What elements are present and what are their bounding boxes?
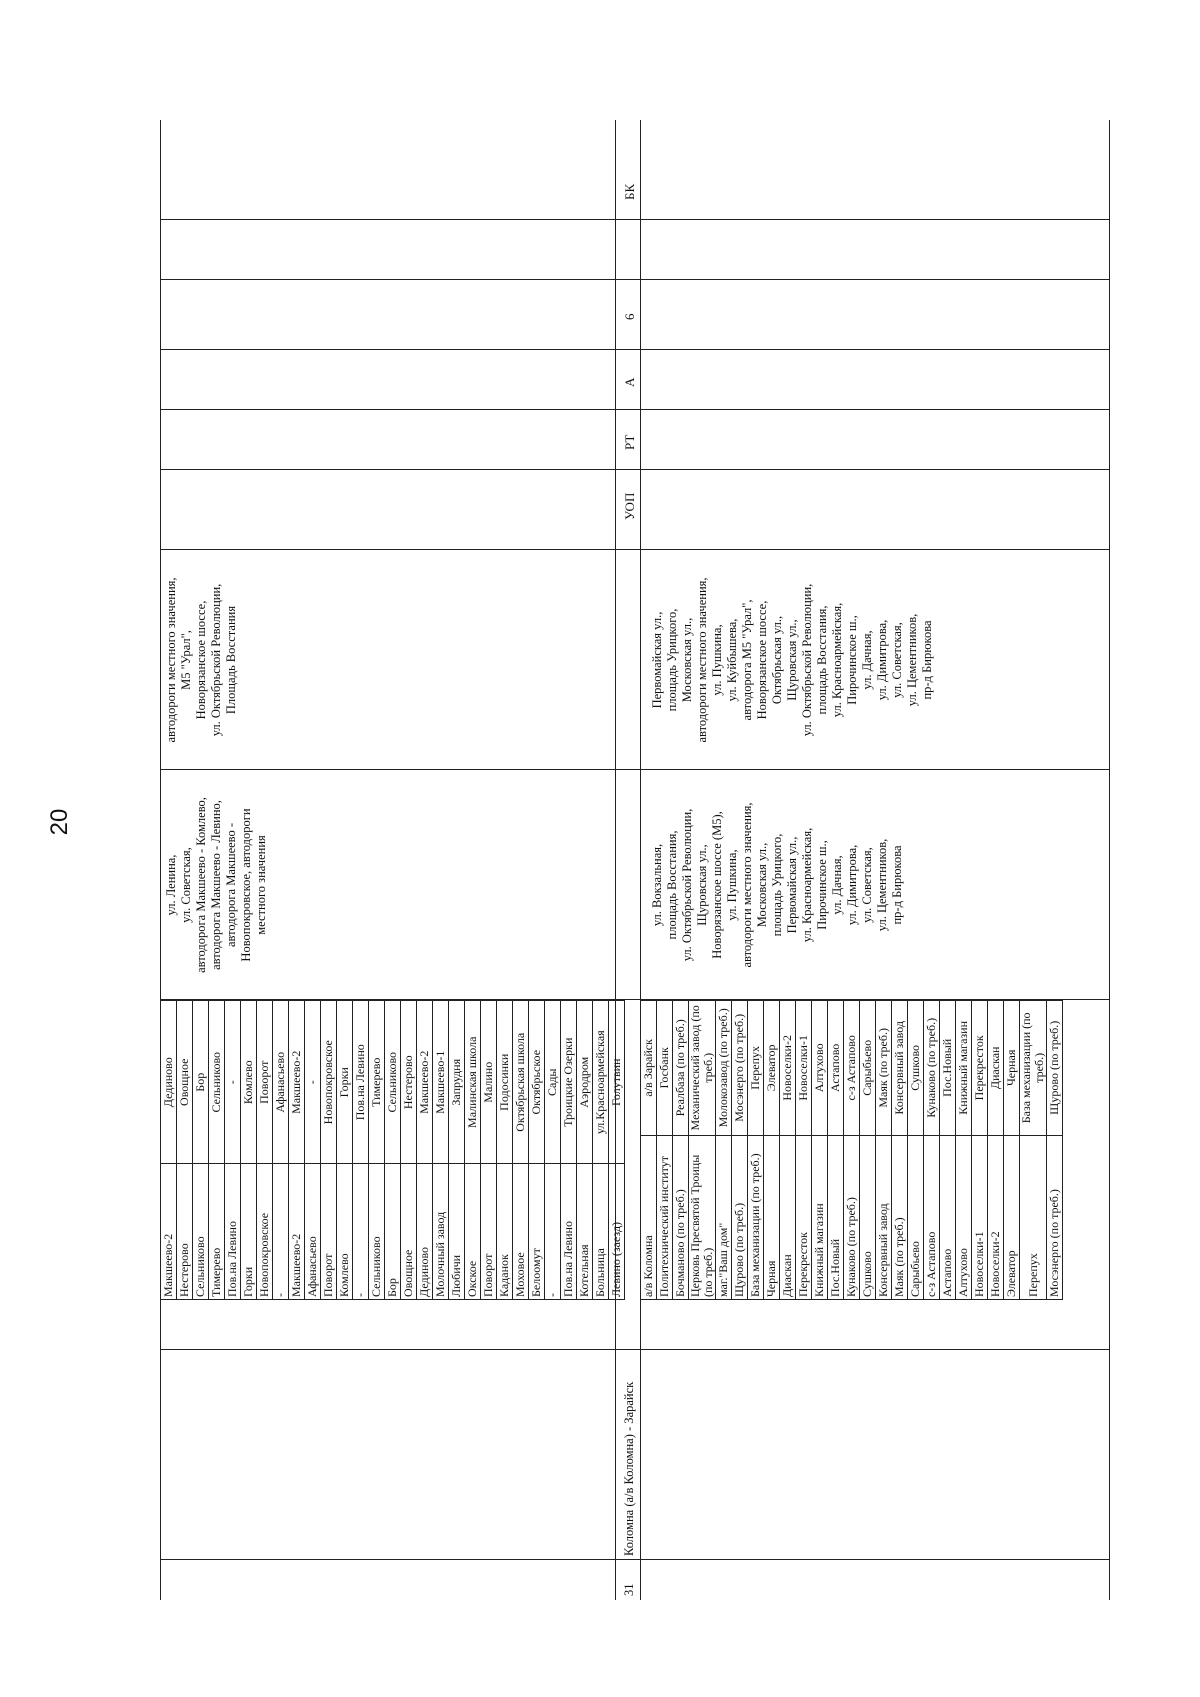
- stop-backward: Запрудня: [449, 1001, 465, 1164]
- stop-forward: Котельная: [577, 1164, 593, 1300]
- stop-forward: Макшеево-2: [289, 1164, 305, 1300]
- stop-forward: Дединово: [417, 1164, 433, 1300]
- stop-forward: Книжный магазин: [812, 1135, 828, 1299]
- stop-forward: Каданок: [497, 1164, 513, 1300]
- prev-streets-a: ул. Ленина, ул. Советская, автодорога Макшеево - Комлево, автодорога Макшеево - Левино, автодорога Макшеево - Новопокровское, автодороги местного значения: [164, 797, 268, 973]
- stop-backward: Элеватор: [764, 1001, 780, 1136]
- stop-backward: Реалбаза (по треб.): [673, 1001, 689, 1136]
- stop-forward: Окское: [465, 1164, 481, 1300]
- stop-forward: Левино (заезд): [609, 1164, 625, 1300]
- stop-backward: Нестерово: [401, 1001, 417, 1164]
- table-row: [689, 1001, 716, 1300]
- table-row: [545, 1001, 561, 1300]
- row-divider: [640, 120, 641, 1600]
- table-row: [764, 1001, 780, 1300]
- stop-backward: Новоселки-2: [780, 1001, 796, 1136]
- table-row: [673, 1001, 689, 1300]
- stop-backward: Алтухово: [812, 1001, 828, 1136]
- uop-cell: УОП: [622, 492, 637, 520]
- stop-forward: Элеватор: [1004, 1135, 1020, 1299]
- stop-forward: Сельниково: [193, 1164, 209, 1300]
- stop-forward: с-з Астапово: [924, 1135, 940, 1299]
- table-row: [577, 1001, 593, 1300]
- stop-forward: Новоселки-1: [972, 1135, 988, 1299]
- table-row: [465, 1001, 481, 1300]
- table-row: [1020, 1001, 1047, 1300]
- table-row: [593, 1001, 609, 1300]
- stop-backward: Сушково: [908, 1001, 924, 1136]
- table-row: [844, 1001, 860, 1300]
- rt-cell: РТ: [622, 434, 637, 450]
- column-divider: [160, 769, 1110, 770]
- stop-backward: Новопокровское: [321, 1001, 337, 1164]
- table-row: [657, 1001, 673, 1300]
- table-row: [609, 1001, 625, 1300]
- page-number: 20: [46, 808, 73, 836]
- table-row: [828, 1001, 844, 1300]
- stop-backward: Октябрьское: [529, 1001, 545, 1164]
- stop-forward: Тимерево: [209, 1164, 225, 1300]
- stop-forward: Новоселки-2: [988, 1135, 1004, 1299]
- stop-forward: Сельниково: [369, 1164, 385, 1300]
- table-row: [433, 1001, 449, 1300]
- table-row: [561, 1001, 577, 1300]
- stop-forward: Алтухово: [956, 1135, 972, 1299]
- stop-backward: Мосэнерго (по треб.): [732, 1001, 748, 1136]
- stop-backward: Макшеево-2: [417, 1001, 433, 1164]
- table-row: [988, 1001, 1004, 1300]
- stop-forward: Астапово: [940, 1135, 956, 1299]
- stop-forward: Щурово (по треб.): [732, 1135, 748, 1299]
- stop-backward: с-з Астапово: [844, 1001, 860, 1136]
- stop-backward: Сельниково: [209, 1001, 225, 1164]
- stop-forward: Афанасьево: [305, 1164, 321, 1300]
- table-row: [161, 1001, 177, 1300]
- table-row: [273, 1001, 289, 1300]
- stop-backward: Механический завод (по треб.): [689, 1001, 716, 1136]
- stop-backward: Сарыбьево: [860, 1001, 876, 1136]
- stop-forward: Новопокровское: [257, 1164, 273, 1300]
- stop-backward: База механизации (по треб.): [1020, 1001, 1047, 1136]
- table-row: [449, 1001, 465, 1300]
- stop-backward: Подосинки: [497, 1001, 513, 1164]
- stop-forward: а/в Коломна: [641, 1135, 657, 1299]
- stop-forward: Белоомут: [529, 1164, 545, 1300]
- stop-forward: Бочманово (по треб.): [673, 1135, 689, 1299]
- schedule-table: [160, 120, 1110, 1600]
- table-row: [417, 1001, 433, 1300]
- stop-backward: Астапово: [828, 1001, 844, 1136]
- bk-cell: БК: [622, 183, 637, 200]
- stop-backward: Молокозавод (по треб.): [716, 1001, 732, 1136]
- table-row: [497, 1001, 513, 1300]
- table-row: [1004, 1001, 1020, 1300]
- stop-backward: Маяк (по треб.): [876, 1001, 892, 1136]
- stop-forward: Перепух: [1020, 1135, 1047, 1299]
- table-row: [796, 1001, 812, 1300]
- table-row: [908, 1001, 924, 1300]
- stop-backward: Малинская школа: [465, 1001, 481, 1164]
- stop-backward: Перепух: [748, 1001, 764, 1136]
- stop-forward: Диаскан: [780, 1135, 796, 1299]
- table-row: [369, 1001, 385, 1300]
- row31-streets-b: Первомайская ул., площадь Урицкого, Московская ул., автодороги местного значения, ул. Пушкина, ул. Куйбышева, автодорога М5 "Урал", Новорязанское шоссе, Октябрьская ул., Щуровская ул., ул. Октябрьской Революции, площадь Восстания, ул. Красноармейская, Пирочинское ш., ул. Дачная, ул. Димитрова, ул. Советская, ул. Цементников, пр-д Бирюкова: [650, 577, 934, 743]
- row31-stops-table: [640, 1000, 1063, 1300]
- stop-forward: Черная: [764, 1135, 780, 1299]
- table-row: [812, 1001, 828, 1300]
- stop-forward: -: [273, 1164, 289, 1300]
- column-divider: [160, 349, 1110, 350]
- stop-forward: Поворот: [481, 1164, 497, 1300]
- route-name: Коломна (а/в Коломна) - Зарайск: [622, 1381, 636, 1556]
- stop-forward: Консервный завод: [876, 1135, 892, 1299]
- prev-stops-table: [160, 1000, 625, 1300]
- table-row: [940, 1001, 956, 1300]
- stop-forward: Пов.на Левино: [561, 1164, 577, 1300]
- table-row: [780, 1001, 796, 1300]
- stop-forward: маг."Ваш дом": [716, 1135, 732, 1299]
- table-row: [513, 1001, 529, 1300]
- stop-forward: Поворот: [321, 1164, 337, 1300]
- route-number: 31: [622, 1583, 636, 1596]
- stop-forward: Сушково: [860, 1135, 876, 1299]
- stop-forward: Сарыбьево: [908, 1135, 924, 1299]
- table-row: [876, 1001, 892, 1300]
- stop-backward: Кунаково (по треб.): [924, 1001, 940, 1136]
- stop-backward: Макшеево-2: [289, 1001, 305, 1164]
- table-row: [177, 1001, 193, 1300]
- stop-forward: Нестерово: [177, 1164, 193, 1300]
- column-divider: [160, 409, 1110, 410]
- stop-backward: -: [305, 1001, 321, 1164]
- table-row: [529, 1001, 545, 1300]
- stop-backward: Овощное: [177, 1001, 193, 1164]
- stop-forward: Политехнический институт: [657, 1135, 673, 1299]
- table-row: [257, 1001, 273, 1300]
- row31-streets-a: ул. Вокзальная, площадь Восстания, ул. Октябрьской Революции, Щуровская ул., Новорязанское шоссе (М5), ул. Пушкина, автодороги местного значения, Московская ул., площадь Урицкого, Первомайская ул., ул. Красноармейская, Пирочинское ш., ул. Дачная, ул. Димитрова, ул. Советская, ул. Цементников, пр-д Бирюкова: [650, 802, 904, 968]
- landscape-table-wrapper: [160, 120, 1110, 1600]
- stop-backward: Перекресток: [972, 1001, 988, 1136]
- stop-backward: Пос.Новый: [940, 1001, 956, 1136]
- stop-backward: Макшеево-1: [433, 1001, 449, 1164]
- stop-forward: Моховое: [513, 1164, 529, 1300]
- column-divider: [160, 549, 1110, 550]
- table-row: [924, 1001, 940, 1300]
- stop-backward: Дединово: [161, 1001, 177, 1164]
- table-row: [353, 1001, 369, 1300]
- table-row: [860, 1001, 876, 1300]
- six-cell: 6: [622, 313, 637, 320]
- stop-backward: Тимерево: [369, 1001, 385, 1164]
- stop-backward: Пов.на Левино: [353, 1001, 369, 1164]
- stop-backward: Консервный завод: [892, 1001, 908, 1136]
- table-row: [337, 1001, 353, 1300]
- stop-backward: Сельниково: [385, 1001, 401, 1164]
- table-row: [401, 1001, 417, 1300]
- stop-forward: Мосэнерго (по треб.): [1047, 1135, 1063, 1299]
- stop-backward: Бор: [193, 1001, 209, 1164]
- table-row: [385, 1001, 401, 1300]
- table-bottom-line: [1109, 120, 1110, 1600]
- stop-backward: ул.Красноармейская: [593, 1001, 609, 1164]
- stop-forward: Пос.Новый: [828, 1135, 844, 1299]
- stop-backward: -: [225, 1001, 241, 1164]
- table-row: [225, 1001, 241, 1300]
- table-row: [956, 1001, 972, 1300]
- stop-backward: Госбанк: [657, 1001, 673, 1136]
- stop-backward: Диаскан: [988, 1001, 1004, 1136]
- column-divider: [160, 469, 1110, 470]
- table-top-line: [160, 120, 161, 1600]
- table-row: [972, 1001, 988, 1300]
- stop-backward: Щурово (по треб.): [1047, 1001, 1063, 1136]
- row-divider: [615, 120, 616, 1600]
- table-row: [289, 1001, 305, 1300]
- stop-backward: Малино: [481, 1001, 497, 1164]
- stop-forward: Церковь Пресвятой Троицы (по треб.): [689, 1135, 716, 1299]
- table-row: [305, 1001, 321, 1300]
- stop-backward: Поворот: [257, 1001, 273, 1164]
- stop-forward: Овощное: [401, 1164, 417, 1300]
- stop-forward: Любичи: [449, 1164, 465, 1300]
- column-divider: [160, 279, 1110, 280]
- stop-forward: Больница: [593, 1164, 609, 1300]
- stop-backward: Афанасьево: [273, 1001, 289, 1164]
- stop-backward: Книжный магазин: [956, 1001, 972, 1136]
- stop-forward: База механизации (по треб.): [748, 1135, 764, 1299]
- table-row: [892, 1001, 908, 1300]
- stop-forward: Горки: [241, 1164, 257, 1300]
- table-row: [193, 1001, 209, 1300]
- table-row: [1047, 1001, 1063, 1300]
- stop-backward: Черная: [1004, 1001, 1020, 1136]
- stop-backward: Голутвин: [609, 1001, 625, 1164]
- table-row: [732, 1001, 748, 1300]
- stop-forward: Комлево: [337, 1164, 353, 1300]
- table-row: [209, 1001, 225, 1300]
- stop-forward: Макшеево-2: [161, 1164, 177, 1300]
- stop-backward: Комлево: [241, 1001, 257, 1164]
- table-row: [241, 1001, 257, 1300]
- column-divider: [160, 1559, 1110, 1560]
- a-cell: А: [622, 377, 637, 387]
- table-row: [321, 1001, 337, 1300]
- stop-forward: -: [353, 1164, 369, 1300]
- stop-backward: Аэродром: [577, 1001, 593, 1164]
- stop-forward: Кунаково (по треб.): [844, 1135, 860, 1299]
- stop-backward: Горки: [337, 1001, 353, 1164]
- stop-forward: Пов.на Левино: [225, 1164, 241, 1300]
- stop-forward: Бор: [385, 1164, 401, 1300]
- table-row: [641, 1001, 657, 1300]
- table-row: [748, 1001, 764, 1300]
- stop-forward: Перекресток: [796, 1135, 812, 1299]
- stop-backward: Новоселки-1: [796, 1001, 812, 1136]
- stop-forward: Молочный завод: [433, 1164, 449, 1300]
- stop-forward: Маяк (по треб.): [892, 1135, 908, 1299]
- prev-streets-b: автодороги местного значения, М5 "Урал", Новорязанское шоссе, ул. Октябрьской Революции, Площадь Восстания: [164, 577, 238, 743]
- table-row: [481, 1001, 497, 1300]
- column-divider: [160, 219, 1110, 220]
- stop-backward: Октябрьская школа: [513, 1001, 529, 1164]
- table-row: [716, 1001, 732, 1300]
- stop-backward: а/в Зарайск: [641, 1001, 657, 1136]
- stop-forward: -: [545, 1164, 561, 1300]
- stop-backward: Сады: [545, 1001, 561, 1164]
- stop-backward: Троицкие Озерки: [561, 1001, 577, 1164]
